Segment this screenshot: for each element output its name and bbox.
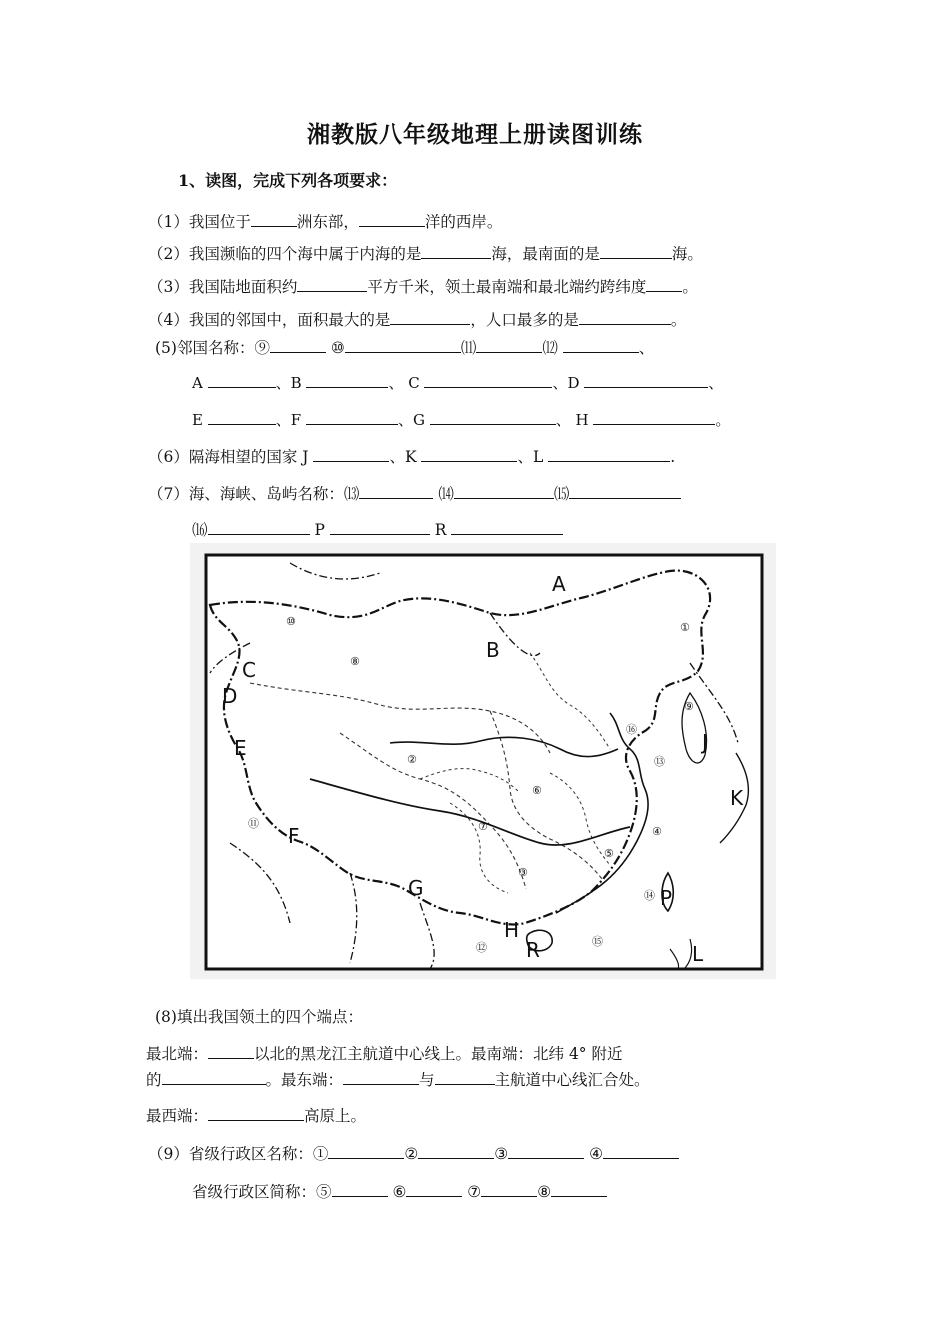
map-label-k: K: [730, 786, 744, 810]
question-1: [148, 210, 502, 232]
q2-blank-inner-sea[interactable]: [421, 243, 491, 259]
q7-text-c: ⒂: [553, 485, 570, 503]
map-number-2: ②: [407, 753, 417, 766]
q5-blank-a[interactable]: [208, 372, 276, 388]
question-4: [148, 308, 686, 330]
q5-blank-d[interactable]: [584, 372, 708, 388]
map-number-15: ⑮: [592, 935, 603, 948]
map-label-c: C: [242, 658, 256, 682]
q9-abbr-text-a: 省级行政区简称：⑤: [192, 1183, 332, 1201]
q9-blank-3[interactable]: [508, 1143, 584, 1159]
map-number-16: ⑯: [626, 723, 637, 736]
china-map-drawing: [190, 543, 776, 979]
q1-text-c: 洋的西岸。: [424, 213, 503, 231]
q5-label-end: 。: [715, 411, 731, 429]
q5-text-d: ⑿: [542, 339, 558, 357]
question-heading: 1、读图，完成下列各项要求：: [178, 171, 398, 190]
q6-text-c: 、L: [517, 448, 544, 466]
q1-text-b: 洲东部，: [296, 213, 359, 231]
q4-text-c: 。: [670, 311, 687, 329]
q5-text-b: ⑩: [330, 339, 345, 357]
q6-text-b: 、K: [389, 448, 417, 466]
q5-blank-f[interactable]: [306, 409, 398, 425]
q2-text-b: 海，最南面的是: [491, 245, 600, 263]
q8-blank-eastmost-1[interactable]: [343, 1069, 419, 1085]
question-6: [148, 445, 675, 467]
map-number-6: ⑥: [532, 784, 542, 797]
q3-text-a: （3）我国陆地面积约: [148, 278, 298, 296]
q6-text-a: （6）隔海相望的国家 J: [148, 448, 309, 466]
q9-blank-2[interactable]: [418, 1143, 494, 1159]
q8-eastmost-and: 与: [419, 1071, 435, 1089]
map-label-h: H: [504, 918, 520, 942]
q8-eastmost-label: 。最东端：: [265, 1071, 344, 1089]
q5-blank-g[interactable]: [430, 409, 556, 425]
q6-blank-j[interactable]: [313, 446, 389, 462]
q9-blank-8[interactable]: [551, 1181, 607, 1197]
q5-label-d: 、D: [552, 374, 580, 392]
q5-label-h: 、 H: [555, 411, 589, 429]
question-5-row-2: [192, 372, 723, 393]
q8-westmost-label: 最西端：: [146, 1107, 209, 1125]
q4-blank-populous[interactable]: [579, 309, 671, 325]
map-number-3: ③: [518, 866, 528, 879]
map-label-f: F: [288, 824, 300, 848]
q3-blank-area[interactable]: [297, 276, 367, 292]
q1-blank-continent[interactable]: [251, 211, 297, 227]
q5-label-g: 、G: [397, 411, 425, 429]
question-5: [155, 336, 654, 358]
question-5-row-3: [192, 409, 730, 430]
map-label-p: P: [660, 886, 673, 910]
q8-westmost-text: 高原上。: [304, 1107, 367, 1125]
q9-text-b: ②: [404, 1145, 419, 1163]
map-label-l: L: [692, 942, 704, 966]
q9-blank-6[interactable]: [406, 1181, 462, 1197]
map-number-12: ⑫: [476, 941, 487, 954]
map-number-14: ⑭: [644, 889, 655, 902]
q8-blank-westmost[interactable]: [208, 1105, 304, 1121]
q6-blank-l[interactable]: [548, 446, 670, 462]
map-label-j: J: [702, 730, 708, 754]
question-8-line-1: [146, 1042, 622, 1064]
q9-blank-1[interactable]: [328, 1143, 404, 1159]
map-number-9: ⑨: [684, 700, 694, 713]
q9-text-a: （9）省级行政区名称：①: [148, 1145, 329, 1163]
q5-text-e: 、: [638, 339, 655, 357]
q7-blank-15[interactable]: [569, 483, 681, 499]
q4-text-a: （4）我国的邻国中，面积最大的是: [148, 311, 391, 329]
q8-southmost-prefix: 的: [146, 1071, 162, 1089]
q5-label-f: 、F: [275, 411, 302, 429]
q2-text-c: 海。: [671, 245, 703, 263]
q5-label-b: 、B: [275, 374, 302, 392]
q5-text-a: (5)邻国名称：⑨: [155, 339, 270, 357]
map-label-g: G: [408, 876, 424, 900]
q9-blank-7[interactable]: [481, 1181, 537, 1197]
map-number-13: ⑬: [654, 755, 665, 768]
q7-text-r: R: [434, 521, 447, 539]
map-number-10: ⑩: [286, 615, 296, 628]
q5-blank-e[interactable]: [208, 409, 276, 425]
question-7-row-2: [192, 518, 563, 540]
q7-blank-p[interactable]: [330, 519, 430, 535]
q9-blank-5[interactable]: [332, 1181, 388, 1197]
map-label-r: R: [526, 938, 540, 962]
map-number-8: ⑧: [350, 655, 360, 668]
question-3: [148, 275, 698, 297]
q5-blank-h[interactable]: [593, 409, 715, 425]
q3-text-c: 。: [682, 278, 698, 296]
map-number-4: ④: [652, 825, 662, 838]
q8-northmost-text: 以北的黑龙江主航道中心线上。最南端：北纬 4° 附近: [254, 1045, 623, 1063]
q9-blank-4[interactable]: [603, 1143, 679, 1159]
map-number-11: ⑪: [248, 817, 259, 830]
q2-blank-south-sea[interactable]: [600, 243, 672, 259]
q5-blank-b[interactable]: [306, 372, 388, 388]
q7-blank-16[interactable]: [208, 519, 310, 535]
page-title: 湘教版八年级地理上册读图训练: [307, 121, 643, 148]
map-label-b: B: [486, 638, 500, 662]
question-8-heading: (8)填出我国领土的四个端点：: [155, 1008, 363, 1026]
q3-blank-latitude[interactable]: [646, 276, 682, 292]
q5-blank-10[interactable]: [345, 337, 461, 353]
q2-text-a: （2）我国濒临的四个海中属于内海的是: [148, 245, 422, 263]
question-9-row-2: [192, 1180, 607, 1202]
china-map: [190, 543, 776, 979]
q5-label-a: A: [192, 374, 203, 392]
map-label-a: A: [552, 572, 566, 596]
q5-text-c: ⑾: [460, 339, 477, 357]
question-8-line-3: [146, 1104, 366, 1126]
q8-blank-eastmost-2[interactable]: [435, 1069, 495, 1085]
q1-blank-ocean[interactable]: [359, 211, 425, 227]
map-number-7: ⑦: [478, 820, 488, 833]
question-8-line-2: [146, 1068, 650, 1090]
q5-blank-11[interactable]: [476, 337, 542, 353]
q5-label-e2: E: [192, 411, 203, 429]
q5-label-e: 、: [708, 374, 724, 392]
question-2: [148, 242, 703, 264]
q7-blank-14[interactable]: [454, 483, 554, 499]
q9-text-c: ③: [494, 1145, 509, 1163]
map-number-1: ①: [680, 621, 690, 634]
q7-blank-r[interactable]: [451, 519, 563, 535]
q6-blank-k[interactable]: [421, 446, 517, 462]
q4-blank-largest[interactable]: [390, 309, 470, 325]
q5-blank-12[interactable]: [563, 337, 639, 353]
q6-text-d: .: [670, 448, 676, 466]
question-9: [148, 1142, 679, 1164]
q7-text-16: ⒃: [192, 521, 208, 539]
question-7: [148, 482, 681, 504]
q8-eastmost-text: 主航道中心线汇合处。: [494, 1071, 650, 1089]
q5-blank-9[interactable]: [270, 337, 326, 353]
q9-abbr-text-c: ⑦: [467, 1183, 482, 1201]
q7-text-a: （7）海、海峡、岛屿名称：⒀: [148, 485, 360, 503]
q8-blank-southmost[interactable]: [162, 1069, 266, 1085]
q4-text-b: ，人口最多的是: [470, 311, 579, 329]
q9-text-d: ④: [589, 1145, 604, 1163]
q7-text-b: ⒁: [438, 485, 454, 503]
q7-blank-13[interactable]: [359, 483, 433, 499]
q8-blank-northmost[interactable]: [208, 1043, 254, 1059]
q5-label-c: 、 C: [388, 374, 420, 392]
q9-abbr-text-d: ⑧: [537, 1183, 552, 1201]
q5-blank-c[interactable]: [424, 372, 552, 388]
q9-abbr-text-b: ⑥: [392, 1183, 407, 1201]
map-label-d: D: [222, 684, 238, 708]
q3-text-b: 平方千米，领土最南端和最北端约跨纬度: [367, 278, 647, 296]
map-number-5: ⑤: [604, 847, 614, 860]
q1-text-a: （1）我国位于: [148, 213, 251, 231]
q7-text-p: P: [314, 521, 325, 539]
q8-northmost-label: 最北端：: [146, 1045, 209, 1063]
map-label-e: E: [234, 736, 247, 760]
